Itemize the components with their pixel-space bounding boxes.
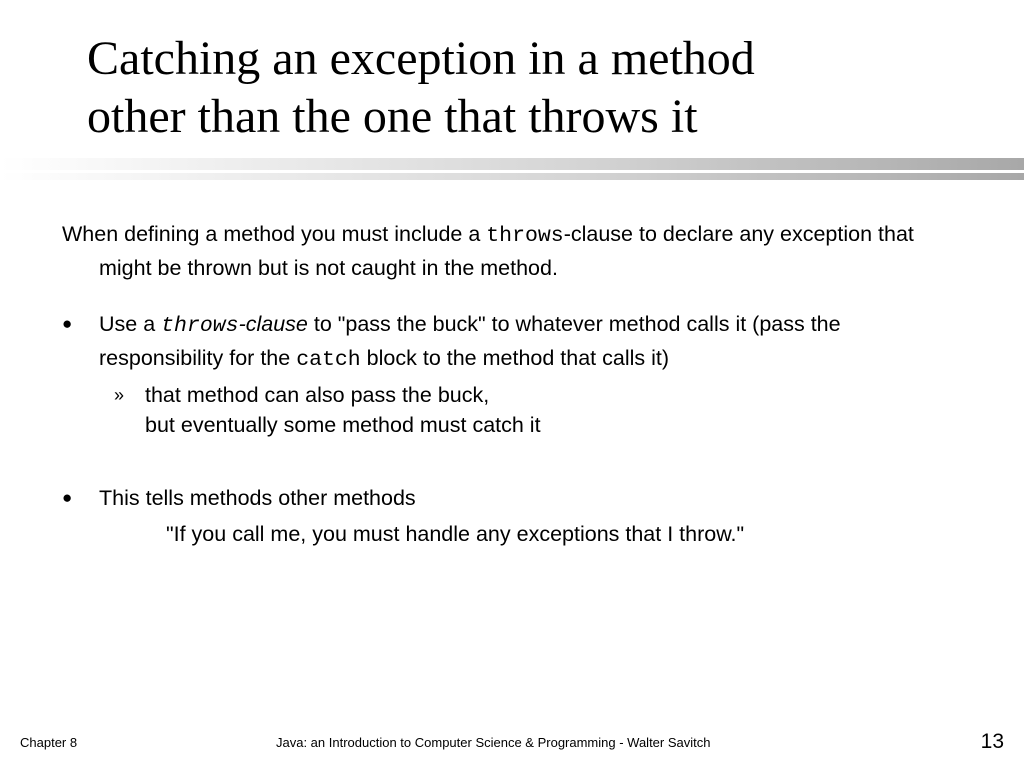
footer-chapter: Chapter 8 — [20, 735, 78, 750]
sub-bullet-eventually-catch — [62, 380, 962, 440]
intro-text-before: When defining a method you must include a — [62, 222, 487, 246]
slide-title-line-2: other than the one that throws it — [87, 90, 698, 143]
slide-title-line-1: Catching an exception in a method — [87, 32, 755, 85]
footer-credit: Java: an Introduction to Computer Science & Programming - Walter Savitch — [276, 735, 711, 750]
bullet1-code-throws: throws — [161, 314, 239, 338]
sub-bullet-chevron-icon: » — [114, 385, 125, 405]
sub-bullet-line-1: that method can also pass the buck, — [145, 383, 490, 407]
bullet1-suffix: block to the method that calls it) — [360, 346, 670, 370]
intro-code-throws: throws — [486, 224, 564, 248]
bullet2-text: This tells methods other methods — [99, 486, 416, 510]
bullet1-code-catch: catch — [296, 348, 361, 372]
intro-text-after: -clause to declare any exception that might be thrown but is not caught in the method. — [99, 222, 914, 280]
intro-paragraph — [62, 218, 962, 284]
slide-title — [87, 30, 987, 146]
bullet-dot-icon: ● — [62, 488, 73, 507]
bullet1-prefix: Use a — [99, 312, 162, 336]
bullet-pass-the-buck — [62, 308, 962, 376]
title-divider — [0, 158, 1024, 180]
bullet-tells-methods — [62, 482, 962, 514]
bullet1-clause-word: -clause — [238, 312, 308, 336]
slide-body — [62, 218, 962, 550]
bullet2-quote: "If you call me, you must handle any exceptions that I throw." — [166, 522, 745, 546]
bullet-dot-icon: ● — [62, 314, 73, 333]
sub-bullet-line-2: but eventually some method must catch it — [145, 413, 541, 437]
page-number: 13 — [980, 730, 1004, 753]
slide-footer — [20, 730, 1004, 755]
bullet1-middle: to "pass the buck" to whatever method calls it (pass the responsibility for the — [99, 312, 841, 370]
